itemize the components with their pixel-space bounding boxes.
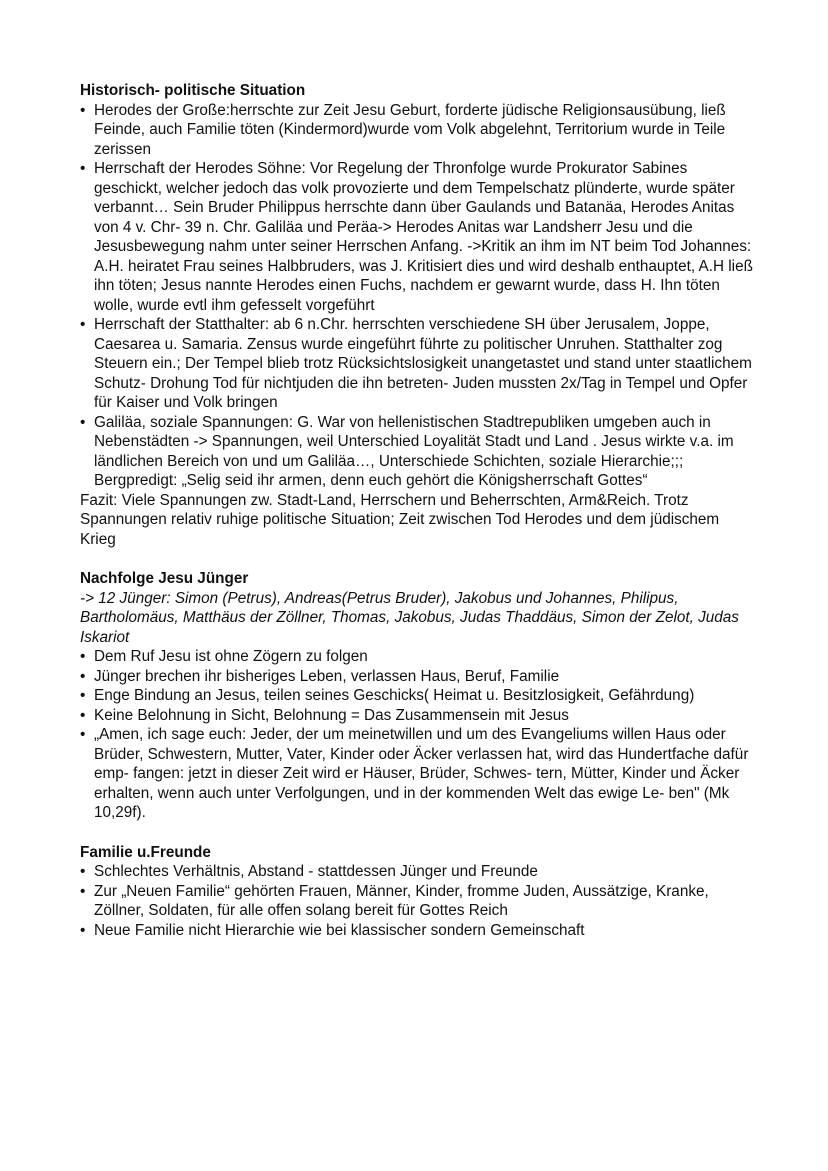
list-item: • Jünger brechen ihr bisheriges Leben, verlassen Haus, Beruf, Familie — [80, 667, 756, 687]
list-item: • Schlechtes Verhältnis, Abstand - stattdessen Jünger und Freunde — [80, 862, 756, 882]
list-item: • Zur „Neuen Familie“ gehörten Frauen, Männer, Kinder, fromme Juden, Aussätzige, Kranke, Zöllner, Soldaten, für alle offen solang bereit für Gottes Reich — [80, 882, 756, 921]
document-content — [80, 81, 756, 960]
list-item: • Galiläa, soziale Spannungen: G. War von hellenistischen Stadtrepubliken umgeben auch in Nebenstädten -> Spannungen, weil Unterschied Loyalität Stadt und Land . Jesus wirkte v.a. im ländlichen Bereich von und um Galiläa…, Unterschiede Schichten, soziale Hierarchie;;; Bergpredigt: „Selig seid ihr armen, denn euch gehört die Königsherrschaft Gottes“ — [80, 413, 756, 491]
section-intro: -> 12 Jünger: Simon (Petrus), Andreas(Petrus Bruder), Jakobus und Johannes, Philipus, Bartholomäus, Matthäus der Zöllner, Thomas, Jakobus, Judas Thaddäus, Simon der Zelot, Judas Iskariot — [80, 589, 739, 646]
section-title: Familie u.Freunde — [80, 843, 211, 861]
section-title: Historisch- politische Situation — [80, 82, 306, 99]
list-item: • Herrschaft der Statthalter: ab 6 n.Chr. herrschten verschiedene SH über Jerusalem, Joppe, Caesarea u. Samaria. Zensus wurde eingeführt führte zu politischer Unruhen. Statthalter zog Steuern ein.; Der Tempel blieb trotz Rücksichtslosigkeit unangetastet und stand unter staatlichem Schutz- Drohung Tod für nichtjuden die ihn betreten- Juden mussten 2x/Tag in Tempel und Opfer für Kaiser und Volk bringen — [80, 315, 756, 413]
list-item: • Herodes der Große:herrschte zur Zeit Jesu Geburt, forderte jüdische Religionsausübung, ließ Feinde, auch Familie töten (Kindermord)wurde vom Volk abgelehnt, Territorium wurde in Teile zerissen — [80, 101, 756, 160]
bullet-list — [80, 647, 756, 823]
section-familie-freunde — [80, 843, 756, 941]
list-item: • „Amen, ich sage euch: Jeder, der um meinetwillen und um des Evangeliums willen Haus oder Brüder, Schwestern, Mutter, Vater, Kinder oder Äcker verlassen hat, wird das Hundertfache dafür emp- fangen: jetzt in dieser Zeit wird er Häuser, Brüder, Schwes- tern, Mütter, Kinder und Äcker erhalten, wenn auch unter Verfolgungen, und in der kommenden Welt das ewige Le- ben" (Mk 10,29f). — [80, 725, 756, 823]
list-item: • Neue Familie nicht Hierarchie wie bei klassischer sondern Gemeinschaft — [80, 921, 756, 941]
list-item: • Dem Ruf Jesu ist ohne Zögern zu folgen — [80, 647, 756, 667]
list-item: • Herrschaft der Herodes Söhne: Vor Regelung der Thronfolge wurde Prokurator Sabines geschickt, welcher jedoch das volk provozierte und dem Tempelschatz plünderte, wurde später verbannt… Sein Bruder Philippus herrschte dann über Gaulands und Batanäa, Herodes Anitas von 4 v. Chr- 39 n. Chr. Galiläa und Peräa-> Herodes Anitas war Landsherr Jesu und die Jesusbewegung nahm unter seiner Herrschen Anfang. ->Kritik an ihm im NT beim Tod Johannes: A.H. heiratet Frau seines Halbbruders, was J. Kritisiert dies und wird deshalb enthauptet, A.H ließ ihn töten; Jesus nannte Herodes einen Fuchs, nachdem er gewarnt wurde, dass H. Ihn töten wolle, wurde evtl ihm gefesselt vorgeführt — [80, 159, 756, 315]
bullet-list — [80, 101, 756, 491]
list-item: • Keine Belohnung in Sicht, Belohnung = Das Zusammensein mit Jesus — [80, 706, 756, 726]
bullet-list — [80, 862, 756, 940]
section-historisch-politische-situation — [80, 81, 756, 549]
section-title: Nachfolge Jesu Jünger — [80, 570, 249, 587]
section-nachfolge-jesu-juenger — [80, 569, 756, 823]
list-item: • Enge Bindung an Jesus, teilen seines Geschicks( Heimat u. Besitzlosigkeit, Gefährdung) — [80, 686, 756, 706]
section-conclusion: Fazit: Viele Spannungen zw. Stadt-Land, Herrschern und Beherrschten, Arm&Reich. Trotz Spannungen relativ ruhige politische Situation; Zeit zwischen Tod Herodes und dem jüdischem Krieg — [80, 491, 720, 548]
